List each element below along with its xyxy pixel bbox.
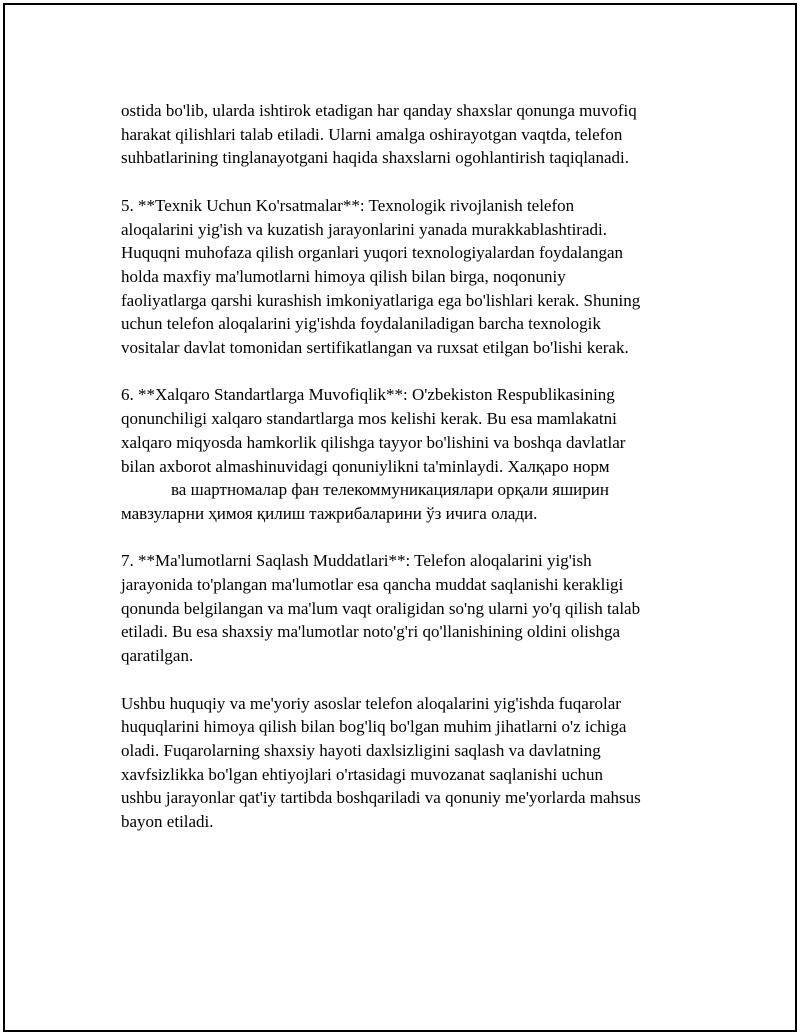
paragraph-spacer bbox=[121, 668, 711, 692]
text-line: aloqalarini yig'ish va kuzatish jarayonlarini yanada murakkablashtiradi. bbox=[121, 219, 607, 239]
text-line: Ushbu huquqiy va me'yoriy asoslar telefon aloqalarini yig'ishda fuqarolar bbox=[121, 693, 621, 713]
paragraph-spacer bbox=[121, 360, 711, 384]
continuation-paragraph bbox=[121, 99, 711, 170]
text-line: bayon etiladi. bbox=[121, 812, 214, 832]
text-line: huquqlarini himoya qilish bilan bog'liq bo'lgan muhim jihatlarni o'z ichiga bbox=[121, 717, 627, 737]
text-line: Huquqni muhofaza qilish organlari yuqori texnologiyalardan foydalangan bbox=[121, 243, 623, 263]
paragraph-spacer bbox=[121, 526, 711, 550]
text-line: jarayonida to'plangan ma'lumotlar esa qancha muddat saqlanishi kerakligi bbox=[121, 575, 624, 595]
text-line: qaratilgan. bbox=[121, 646, 194, 666]
document-body bbox=[121, 99, 711, 834]
text-line: oladi. Fuqarolarning shaxsiy hayoti daxlsizligini saqlash va davlatning bbox=[121, 740, 601, 760]
text-line: qonunchiligi xalqaro standartlarga mos kelishi kerak. Bu esa mamlakatni bbox=[121, 409, 617, 429]
text-line: 6. **Xalqaro Standartlarga Muvofiqlik**: O'zbekiston Respublikasining bbox=[121, 385, 615, 405]
section-5-paragraph bbox=[121, 194, 711, 360]
text-line: ostida bo'lib, ularda ishtirok etadigan har qanday shaxslar qonunga muvofiq bbox=[121, 101, 637, 120]
text-line: holda maxfiy ma'lumotlarni himoya qilish bilan birga, noqonuniy bbox=[121, 266, 566, 286]
text-line: faoliyatlarga qarshi kurashish imkoniyatlariga ega bo'lishlari kerak. Shuning bbox=[121, 290, 641, 310]
section-6-paragraph bbox=[121, 383, 711, 525]
conclusion-paragraph bbox=[121, 692, 711, 834]
text-line: мавзуларни ҳимоя қилиш тажрибаларини ўз ичига олади. bbox=[121, 503, 538, 523]
text-line: bilan axborot almashinuvidagi qonuniylikni ta'minlaydi. Халқаро норм bbox=[121, 456, 610, 476]
text-line: 7. **Ma'lumotlarni Saqlash Muddatlari**: Telefon aloqalarini yig'ish bbox=[121, 551, 592, 571]
indented-text-line bbox=[121, 478, 711, 502]
text-line: qonunda belgilangan va ma'lum vaqt oraligidan so'ng ularni yo'q qilish talab bbox=[121, 598, 641, 618]
text-line-content: ва шартномалар фан телекоммуникациялари орқали яширин bbox=[171, 480, 609, 500]
text-line: ushbu jarayonlar qat'iy tartibda boshqariladi va qonuniy me'yorlarda mahsus bbox=[121, 788, 641, 808]
text-line: xalqaro miqyosda hamkorlik qilishga tayyor bo'lishini va boshqa davlatlar bbox=[121, 432, 626, 452]
text-line: suhbatlarining tinglanayotgani haqida shaxslarni ogohlantirish taqiqlanadi. bbox=[121, 148, 629, 168]
text-line: vositalar davlat tomonidan sertifikatlangan va ruxsat etilgan bo'lishi kerak. bbox=[121, 338, 629, 358]
text-line: etiladi. Bu esa shaxsiy ma'lumotlar noto'g'ri qo'llanishining oldini olishga bbox=[121, 622, 621, 642]
text-line: uchun telefon aloqalarini yig'ishda foydalaniladigan barcha texnologik bbox=[121, 314, 601, 334]
section-7-paragraph bbox=[121, 549, 711, 668]
paragraph-spacer bbox=[121, 170, 711, 194]
page-frame bbox=[3, 3, 797, 1032]
text-line: harakat qilishlari talab etiladi. Ularni amalga oshirayotgan vaqtda, telefon bbox=[121, 124, 623, 144]
text-line: 5. **Texnik Uchun Ko'rsatmalar**: Texnologik rivojlanish telefon bbox=[121, 195, 575, 215]
text-line: xavfsizlikka bo'lgan ehtiyojlari o'rtasidagi muvozanat saqlanishi uchun bbox=[121, 764, 604, 784]
